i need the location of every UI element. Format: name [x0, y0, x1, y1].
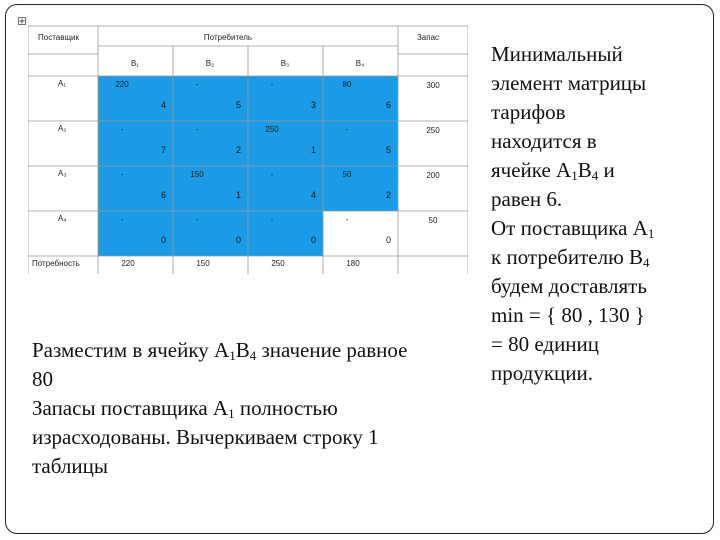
consumer-label: B₂ — [205, 59, 215, 68]
highlight-cell — [173, 211, 248, 256]
cost-value: 2 — [385, 190, 391, 200]
highlight-cell — [98, 211, 173, 256]
right-line-5: ячейке $А_1В_4$ и — [491, 158, 615, 183]
supplier-label: A₃ — [58, 169, 67, 178]
right-line-2: элемент матрицы — [491, 71, 647, 95]
highlight-cell — [248, 76, 323, 121]
allocation-value: 80 — [342, 80, 352, 89]
transport-table — [28, 24, 468, 274]
supplier-label: A₁ — [58, 79, 67, 88]
highlight-cell — [323, 76, 398, 121]
highlight-cell — [98, 76, 173, 121]
allocation-value: 220 — [115, 80, 129, 89]
right-line-6: равен 6. — [491, 187, 563, 211]
stock-value: 50 — [428, 216, 438, 225]
highlight-cell — [173, 121, 248, 166]
cost-value: 3 — [310, 100, 316, 110]
allocation-value: 50 — [342, 170, 352, 179]
stock-value: 300 — [426, 81, 440, 90]
consumer-label: B₄ — [355, 59, 365, 68]
highlight-cell — [173, 76, 248, 121]
cost-value: 0 — [160, 235, 166, 245]
table-move-handle-icon[interactable] — [18, 17, 26, 25]
right-line-10: min = { 80 , 130 } — [491, 303, 645, 327]
consumer-label: B₁ — [130, 59, 140, 68]
allocation-value: - — [120, 215, 124, 224]
explanation-line-2: 80 — [32, 367, 53, 391]
minimum-element-text — [491, 40, 691, 388]
cost-value: 4 — [310, 190, 316, 200]
stock-value: 200 — [426, 171, 440, 180]
right-line-9: будем доставлять — [491, 274, 647, 298]
right-line-3: тарифов — [491, 100, 566, 124]
highlight-cell — [323, 166, 398, 211]
allocation-value: - — [120, 125, 124, 134]
cost-value: 5 — [385, 145, 391, 155]
stock-value: 250 — [426, 126, 440, 135]
highlight-cell — [248, 166, 323, 211]
demand-value: 220 — [121, 259, 135, 268]
highlight-cell — [248, 211, 323, 256]
right-line-11: = 80 единиц — [491, 332, 600, 356]
cost-value: 0 — [385, 235, 391, 245]
explanation-line-1: Разместим в ячейку $А_1В_4$ значение равное — [32, 338, 408, 363]
cost-value: 5 — [235, 100, 241, 110]
allocation-value: - — [345, 125, 349, 134]
table-grid — [28, 26, 468, 274]
cost-value: 2 — [235, 145, 241, 155]
allocation-value: 250 — [265, 125, 279, 134]
demand-value: 150 — [196, 259, 210, 268]
highlight-cell — [248, 121, 323, 166]
cost-value: 6 — [160, 190, 166, 200]
highlight-cell — [98, 121, 173, 166]
cost-value: 0 — [235, 235, 241, 245]
demand-label: Потребность — [32, 259, 80, 268]
allocation-value: - — [270, 80, 274, 89]
allocation-value: - — [345, 215, 349, 224]
header-stock: Запас — [416, 33, 440, 42]
header-consumer: Потребитель — [203, 33, 253, 42]
demand-value: 180 — [346, 259, 360, 268]
allocation-value: - — [120, 170, 124, 179]
supplier-label: A₄ — [58, 214, 67, 223]
cost-value: 6 — [385, 100, 391, 110]
cost-value: 4 — [160, 100, 166, 110]
explanation-line-5: таблицы — [32, 454, 108, 478]
right-line-7: От поставщика $А_1$ — [491, 216, 655, 241]
highlight-cell — [323, 121, 398, 166]
highlight-cell — [98, 166, 173, 211]
allocation-value: - — [195, 215, 199, 224]
consumer-label: B₃ — [280, 59, 290, 68]
supplier-label: A₂ — [58, 124, 67, 133]
cost-value: 7 — [160, 145, 166, 155]
highlight-cell — [173, 166, 248, 211]
cost-value: 1 — [310, 145, 316, 155]
header-supplier: Поставщик — [38, 33, 80, 42]
cost-value: 1 — [235, 190, 241, 200]
demand-value: 250 — [271, 259, 285, 268]
allocation-value: 150 — [190, 170, 204, 179]
allocation-value: - — [195, 125, 199, 134]
cost-value: 0 — [310, 235, 316, 245]
allocation-value: - — [195, 80, 199, 89]
right-line-12: продукции. — [491, 361, 593, 385]
right-line-8: к потребителю $В_4$ — [491, 245, 650, 270]
explanation-line-4: израсходованы. Вычеркиваем строку 1 — [32, 425, 379, 449]
explanation-text — [32, 336, 472, 481]
explanation-line-3: Запасы поставщика $А_1$ полностью — [32, 396, 338, 421]
allocation-value: - — [270, 170, 274, 179]
allocation-value: - — [270, 215, 274, 224]
right-line-4: находится в — [491, 129, 597, 153]
right-line-1: Минимальный — [491, 42, 623, 66]
